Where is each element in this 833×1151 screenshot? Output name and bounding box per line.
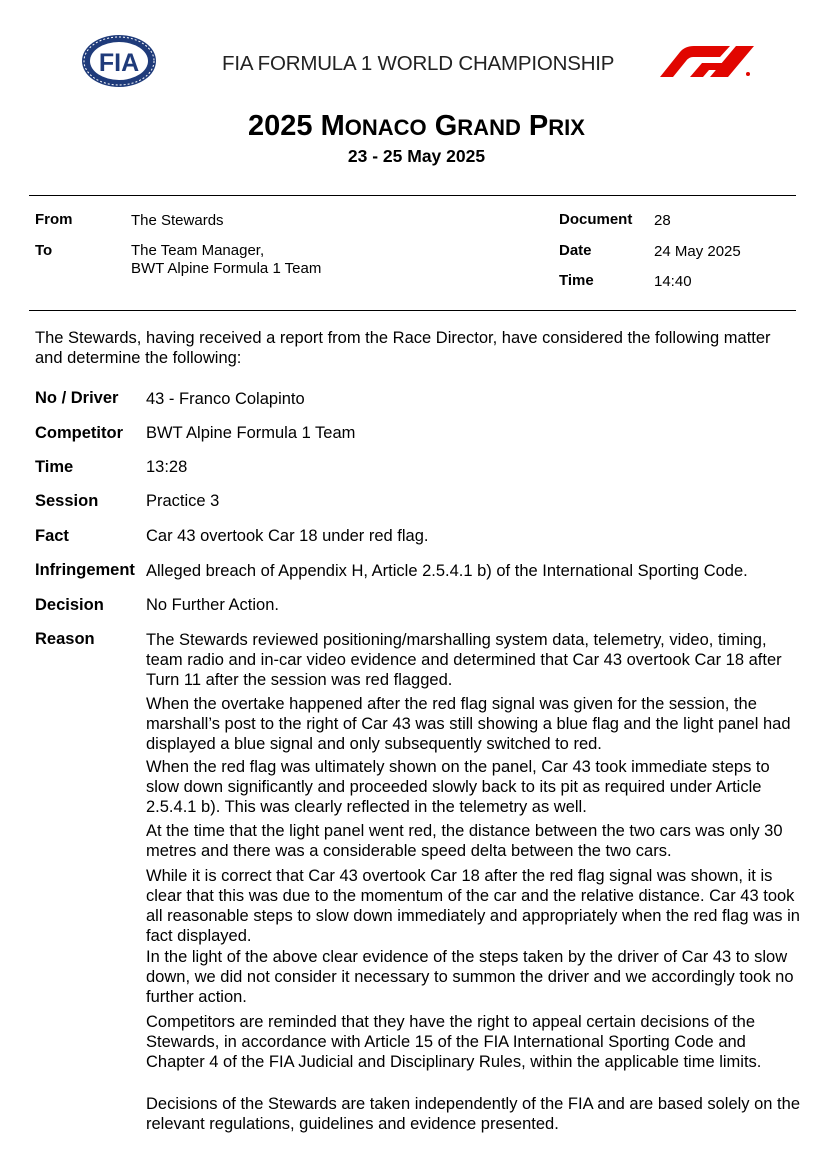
label-time: Time [35, 458, 74, 476]
event-title [0, 110, 833, 143]
f1-logo [646, 45, 758, 77]
value-time: 13:28 [146, 458, 188, 476]
top-divider [29, 195, 796, 196]
label-driver: No / Driver [35, 389, 119, 407]
reason-paragraph: When the overtake happened after the red flag signal was given for the session, the marshall’s post to the right of Car 43 was still showing a blue flag and the light panel had displayed a blue signal and only subsequently switched to red. [146, 695, 791, 753]
from-value: The Stewards [131, 212, 224, 229]
document-value: 28 [654, 212, 671, 229]
reason-paragraph: While it is correct that Car 43 overtook Car 18 after the red flag signal was shown, it is clear that this was due to the momentum of the car and the relative distance. Car 43 took all reasonable steps to slow down immediately and appropriately when the red flag was in fact displayed. [146, 867, 800, 945]
event-title-year: 2025 [248, 110, 313, 142]
value-fact: Car 43 overtook Car 18 under red flag. [146, 527, 429, 545]
to-value-line1: The Team Manager, [131, 242, 265, 259]
value-driver: 43 - Franco Colapinto [146, 390, 305, 408]
to-value-line2: BWT Alpine Formula 1 Team [131, 260, 322, 277]
label-competitor: Competitor [35, 424, 123, 442]
date-value: 24 May 2025 [654, 243, 741, 260]
fia-logo-text: FIA [98, 49, 140, 77]
from-label: From [35, 211, 73, 228]
intro-text: The Stewards, having received a report from the Race Director, have considered the following matter and determine the following: [35, 329, 771, 367]
label-infringement: Infringement [35, 561, 135, 579]
reason-paragraph: Decisions of the Stewards are taken independently of the FIA and are based solely on the relevant regulations, guidelines and evidence presented. [146, 1095, 800, 1133]
event-dates: 23 - 25 May 2025 [347, 146, 486, 166]
label-fact: Fact [35, 527, 69, 545]
reason-paragraph: The Stewards reviewed positioning/marshalling system data, telemetry, video, timing, team radio and in-car video evidence and determined that Car 43 overtook Car 18 after Turn 11 after the session was red flagged. [146, 631, 782, 689]
bottom-divider [29, 310, 796, 311]
document-label: Document [559, 211, 633, 228]
event-title-word-2: GRAND [434, 110, 521, 142]
event-title-word-1: MONACO [320, 110, 427, 142]
label-decision: Decision [35, 596, 104, 614]
event-title-word-3: PRIX [528, 110, 585, 142]
to-label: To [35, 242, 53, 259]
value-infringement: Alleged breach of Appendix H, Article 2.5.4.1 b) of the International Sporting Code. [146, 562, 748, 580]
reason-paragraph: In the light of the above clear evidence of the steps taken by the driver of Car 43 to slow down, we did not consider it necessary to summon the driver and we accordingly took no further action. [146, 948, 794, 1006]
value-session: Practice 3 [146, 492, 220, 510]
label-session: Session [35, 492, 99, 510]
championship-heading: FIA FORMULA 1 WORLD CHAMPIONSHIP [222, 52, 615, 75]
reason-paragraph: Competitors are reminded that they have the right to appeal certain decisions of the Stewards, in accordance with Article 15 of the FIA International Sporting Code and Chapter 4 of the FIA Judicial and Disciplinary Rules, within the applicable time limits. [146, 1013, 762, 1071]
label-reason: Reason [35, 630, 95, 648]
time-label: Time [559, 272, 594, 289]
date-label: Date [559, 242, 592, 259]
fia-logo [80, 33, 158, 89]
time-value: 14:40 [654, 273, 692, 290]
reason-paragraph: At the time that the light panel went red, the distance between the two cars was only 30 metres and there was a considerable speed delta between the two cars. [146, 822, 783, 860]
value-competitor: BWT Alpine Formula 1 Team [146, 424, 356, 442]
to-value [131, 242, 321, 277]
reason-paragraph: When the red flag was ultimately shown on the panel, Car 43 took immediate steps to slow down significantly and proceeded slowly back to its pit as required under Article 2.5.4.1 b). This was clearly reflected in the telemetry as well. [146, 758, 770, 816]
value-decision: No Further Action. [146, 596, 279, 614]
